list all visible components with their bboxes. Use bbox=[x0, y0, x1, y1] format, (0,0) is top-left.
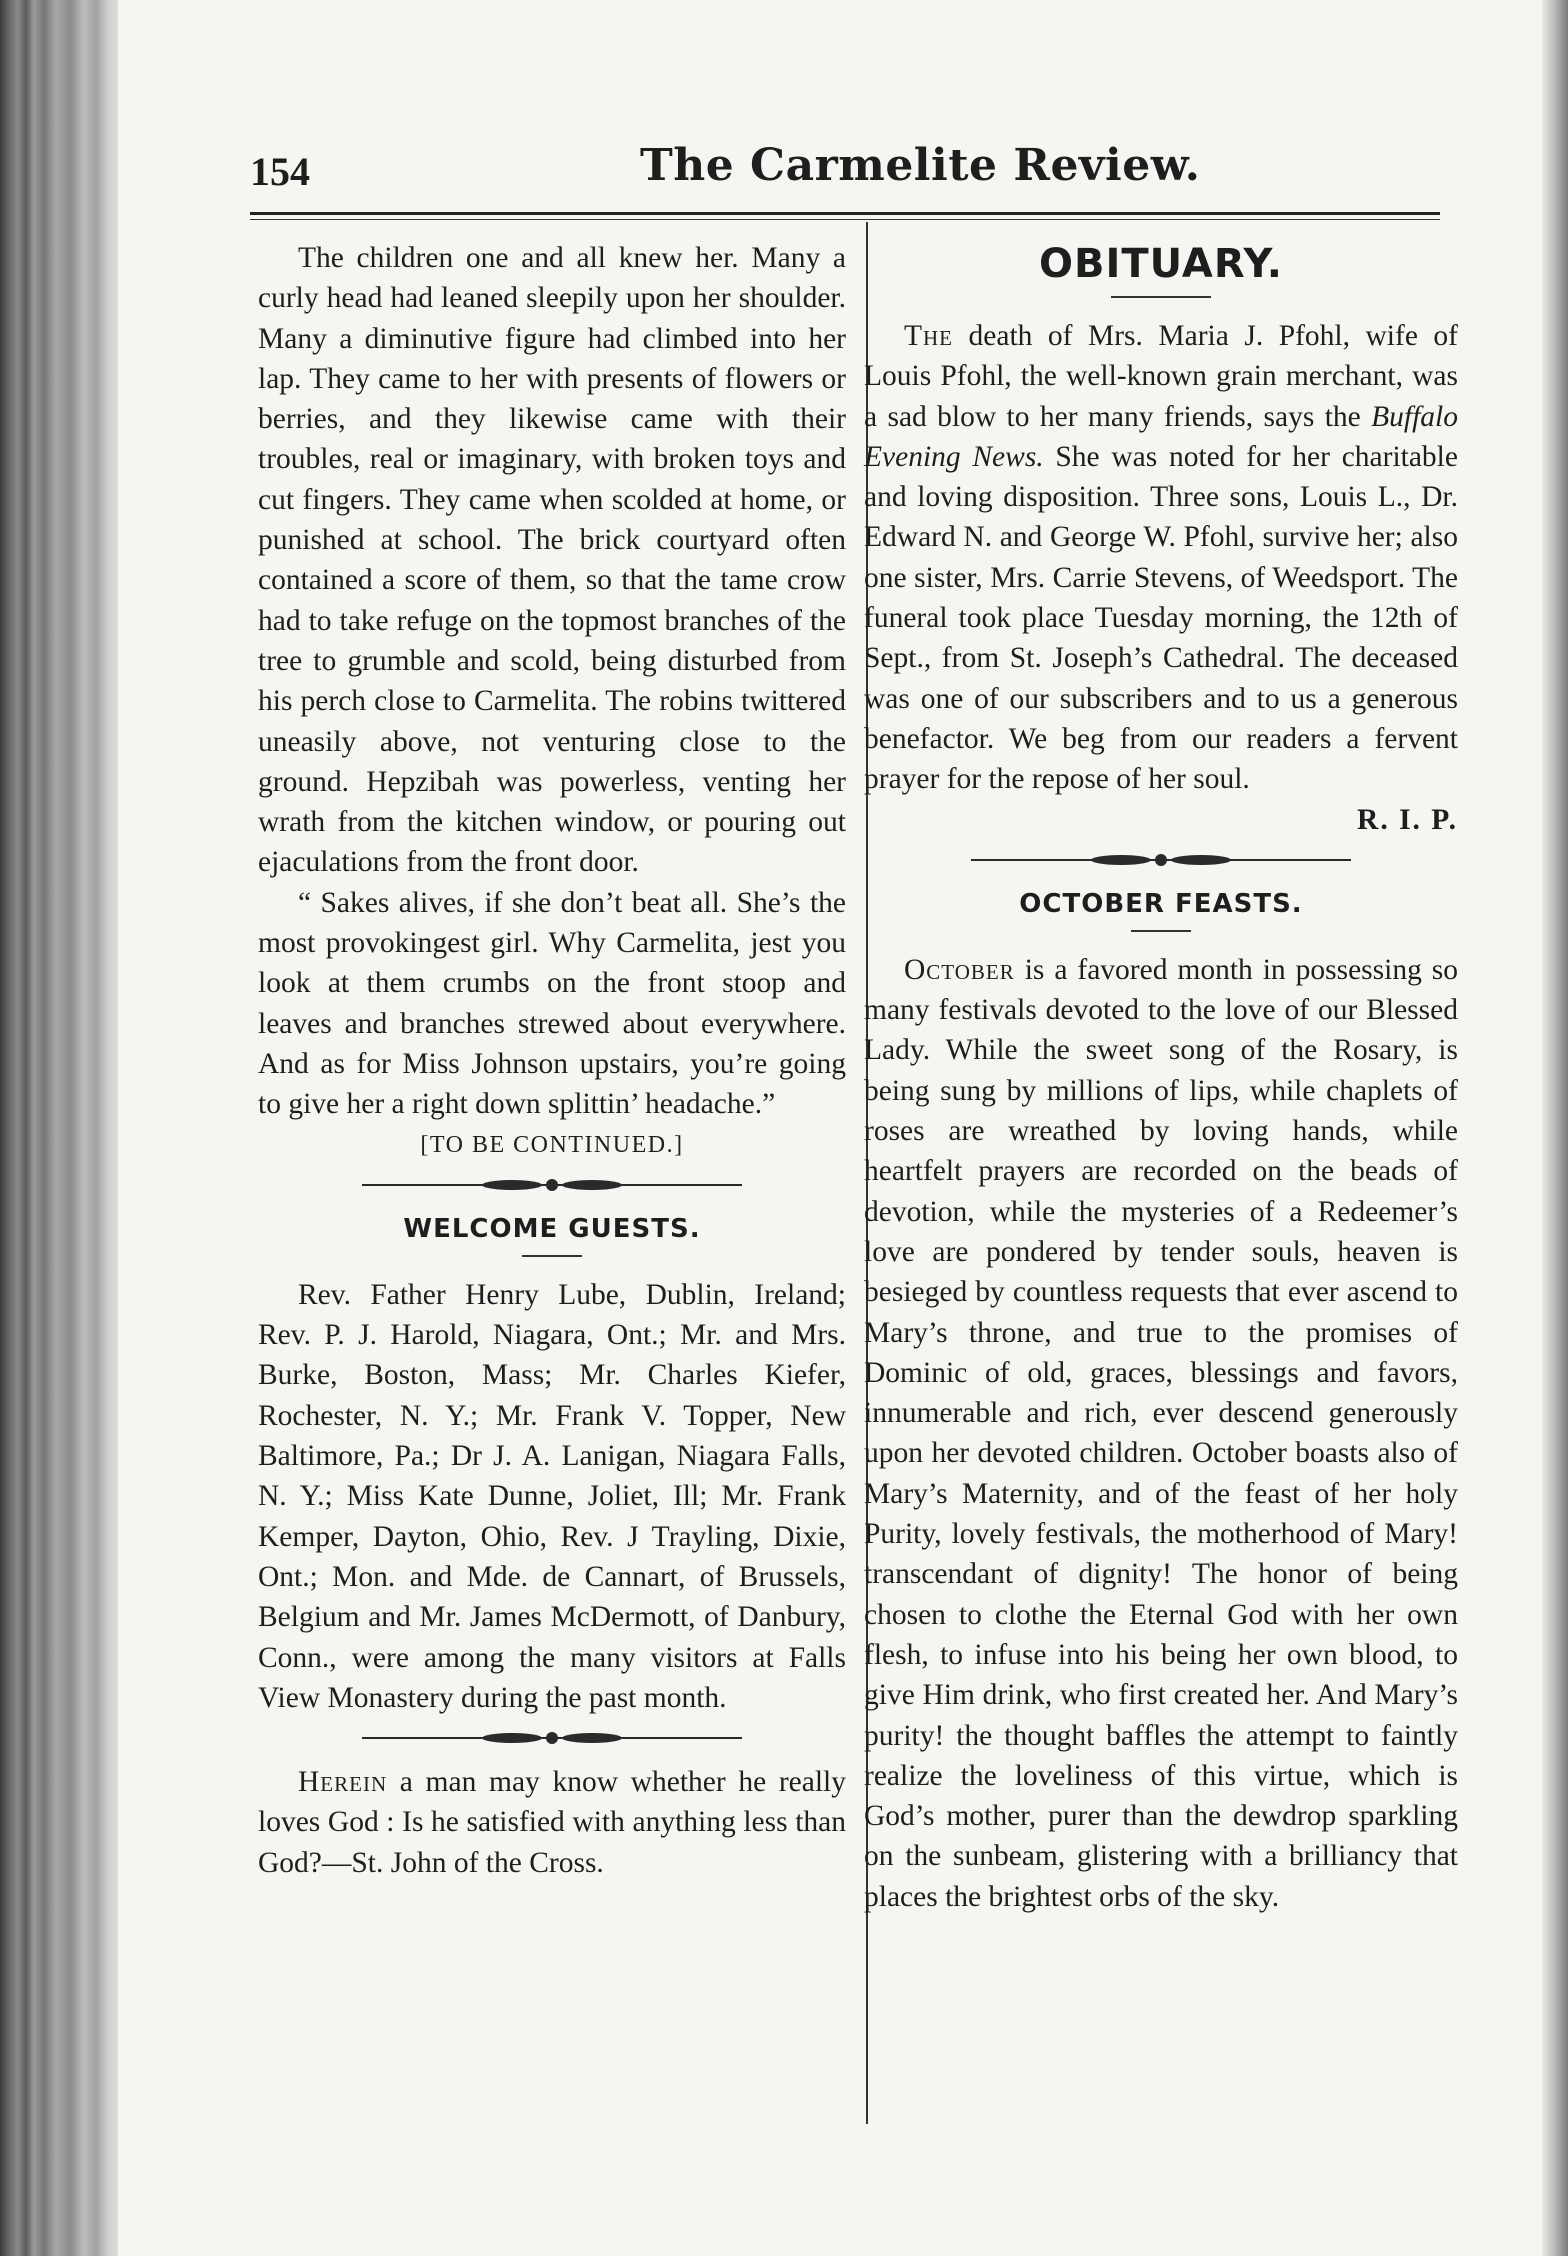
header-double-rule bbox=[250, 212, 1440, 220]
left-column bbox=[258, 238, 846, 1883]
october-lead-word: October bbox=[904, 953, 1015, 986]
quote-lead-word: Herein bbox=[298, 1766, 388, 1799]
october-feasts-paragraph bbox=[864, 950, 1458, 1917]
ornamental-divider bbox=[362, 1726, 742, 1750]
book-binding-edge bbox=[0, 0, 118, 2256]
right-column bbox=[864, 238, 1458, 1917]
obituary-text: death of Mrs. Maria J. Pfohl, wife of Louis Pfohl, the well-known grain merchant, was a sad blow to her many friends, says the bbox=[864, 320, 1458, 433]
quote-text: a man may know whether he really loves God : Is he satisfied with anything less than God?—St. John of the Cross. bbox=[258, 1766, 846, 1879]
heading-rule bbox=[522, 1255, 582, 1257]
welcome-guests-paragraph: Rev. Father Henry Lube, Dublin, Ireland; Rev. P. J. Harold, Niagara, Ont.; Mr. and Mrs. Burke, Boston, Mass; Mr. Charles Kiefer, Rochester, N. Y.; Mr. Frank V. Topper, New Baltimore, Pa.; Dr J. A. Lanigan, Niagara Falls, N. Y.; Miss Kate Dunne, Joliet, Ill; Mr. Frank Kemper, Dayton, Ohio, Rev. J Trayling, Dixie, Ont.; Mon. and Mde. de Cannart, of Brussels, Belgium and Mr. James McDermott, of Danbury, Conn., were among the many visitors at Falls View Monastery during the past month. bbox=[258, 1278, 846, 1714]
quote-paragraph bbox=[258, 1762, 846, 1883]
obituary-text: She was noted for her charitable and loving disposition. Three sons, Louis L., Dr. Edward N. and George W. Pfohl, survive her; also one sister, Mrs. Carrie Stevens, of Weedsport. The funeral took place Tuesday morning, the 12th of Sept., from St. Joseph’s Cathedral. The deceased was one of our subscribers and to us a generous benefactor. We beg from our readers a fervent prayer for the repose of her soul. bbox=[864, 440, 1458, 796]
page-number: 154 bbox=[250, 149, 310, 194]
story-paragraph: “ Sakes alives, if she don’t beat all. She’s the most provokingest girl. Why Carmelita, jest you look at them crumbs on the front stoop and leaves and branches strewed about everywhere. And as for Miss Johnson upstairs, you’re going to give her a right down splittin’ headache.” bbox=[258, 886, 846, 1121]
october-text: is a favored month in possessing so many festivals devoted to the love of our Blessed Lady. While the sweet song of the Rosary, is being sung by millions of lips, while chaplets of roses are wreathed by loving hands, while heartfelt prayers are recorded on the beads of devotion, while the mysteries of a Redeemer’s love are pondered by tender souls, heaven is besieged by countless requests that ever ascend to Mary’s throne, and true to the promises of Dominic of old, graces, blessings and favors, innumerable and rich, ever descend generously upon her devoted children. October boasts also of Mary’s Maternity, and of the feast of her holy Purity, lovely festivals, the motherhood of Mary! transcendant of dignity! The honor of being chosen to clothe the Eternal God with her own flesh, to infuse into his being her own blood, to give Him drink, who first created her. And Mary’s purity! the thought baffles the attempt to faintly realize the loveliness of this virtue, which is God’s mother, purer than the dewdrop sparkling on the sunbeam, glistering with a brilliancy that places the brightest orbs of the sky. bbox=[864, 953, 1458, 1913]
obituary-heading: OBITUARY. bbox=[1038, 241, 1284, 287]
ornamental-divider bbox=[971, 848, 1351, 872]
rip-signoff: R. I. P. bbox=[1357, 803, 1458, 836]
heading-rule bbox=[1111, 296, 1211, 298]
page-header bbox=[250, 140, 1440, 200]
heading-rule bbox=[1131, 930, 1191, 932]
to-be-continued-note: [TO BE CONTINUED.] bbox=[420, 1131, 684, 1158]
story-paragraph: The children one and all knew her. Many a curly head had leaned sleepily upon her shoulder. Many a diminutive figure had climbed into her lap. They came to her with presents of flowers or berries, and they likewise came with their troubles, real or imaginary, with broken toys and cut fingers. They came when scolded at home, or punished at school. The brick courtyard often contained a score of them, so that the tame crow had to take refuge on the topmost branches of the tree to grumble and scold, being disturbed from his perch close to Carmelita. The robins twittered uneasily above, not venturing close to the ground. Hepzibah was powerless, venting her wrath from the kitchen window, or pouring out ejaculations from the front door. bbox=[258, 242, 846, 879]
running-title: The Carmelite Review. bbox=[640, 140, 1201, 191]
obituary-lead-word: The bbox=[904, 320, 954, 352]
ornamental-divider bbox=[362, 1173, 742, 1197]
obituary-paragraph bbox=[864, 316, 1458, 800]
newspaper-name: Buffalo Evening News. bbox=[864, 400, 1458, 473]
welcome-guests-heading: WELCOME GUESTS. bbox=[403, 1213, 701, 1244]
page-right-edge bbox=[1542, 0, 1568, 2256]
october-feasts-heading: OCTOBER FEASTS. bbox=[1019, 888, 1303, 919]
